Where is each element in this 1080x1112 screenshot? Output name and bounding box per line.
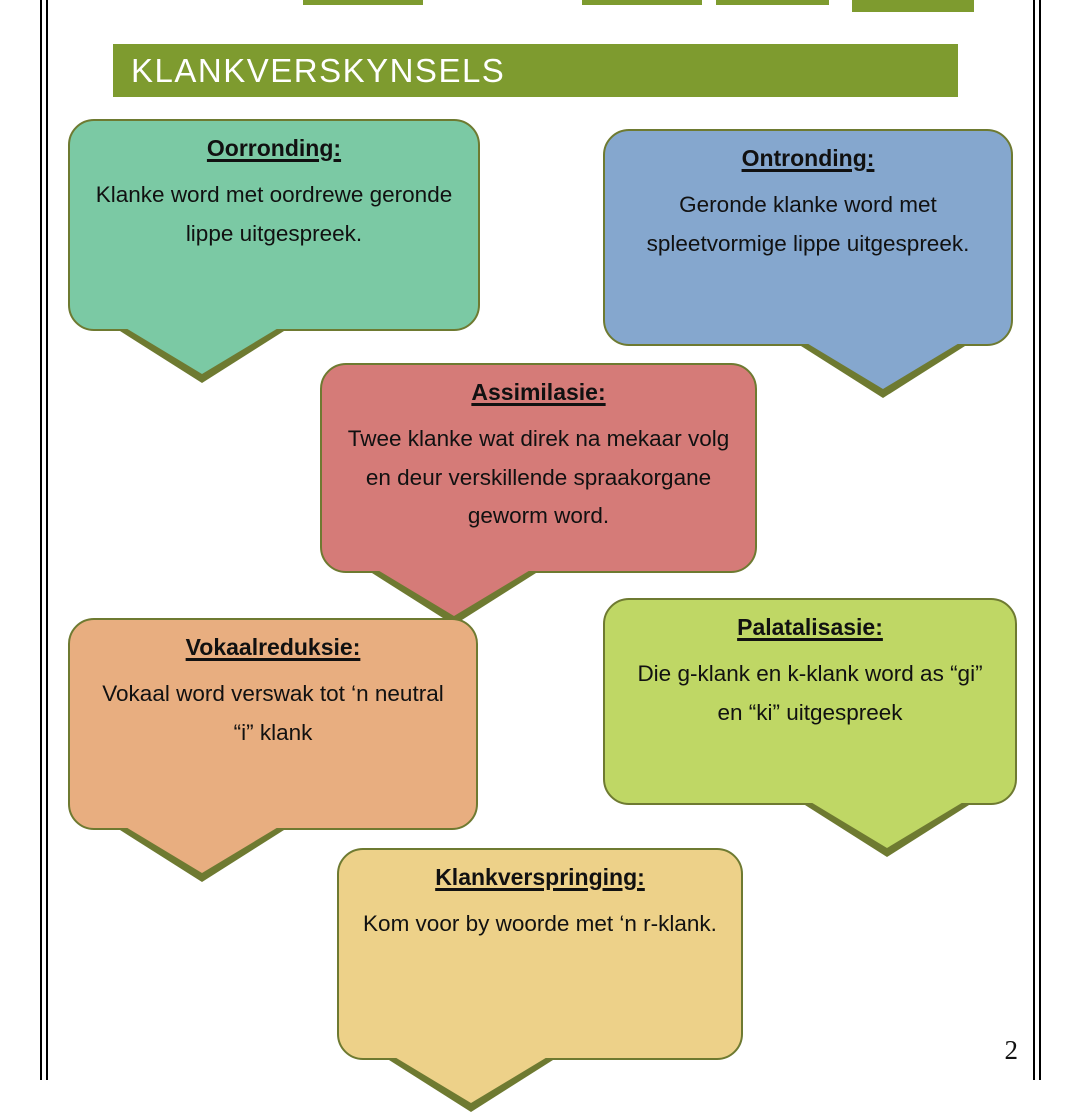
tab-stub-4[interactable] [852, 0, 974, 12]
bubble-tail-ontronding [805, 342, 961, 389]
bubble-tail-palatalisasie [809, 801, 965, 848]
bubble-tail-oorronding [124, 327, 280, 374]
page-border-left-outer [40, 0, 42, 1080]
speech-bubble-vokaalreduksie [68, 618, 478, 830]
bubble-body-assimilasie: Twee klanke wat direk na mekaar volg en deur verskillende spraakorgane geworm word. [347, 426, 730, 529]
tab-stub-1[interactable] [303, 0, 423, 5]
bubble-body-oorronding: Klanke word met oordrewe geronde lippe uitgespreek. [95, 182, 453, 246]
speech-bubble-palatalisasie [603, 598, 1017, 805]
page-border-right-outer [1039, 0, 1041, 1080]
tab-stub-2[interactable] [582, 0, 702, 5]
bubble-body-klankverspringing: Kom voor by woorde met ‘n r-klank. [363, 911, 717, 936]
tab-stub-3[interactable] [716, 0, 829, 5]
bubble-title-vokaalreduksie: Vokaalreduksie: [185, 634, 361, 660]
top-tab-strip [0, 0, 1080, 12]
page-number: 2 [1004, 1035, 1018, 1065]
speech-bubble-oorronding [68, 119, 480, 331]
bubble-title-ontronding: Ontronding: [741, 145, 875, 171]
bubble-title-klankverspringing: Klankverspringing: [435, 864, 645, 890]
speech-bubble-assimilasie [320, 363, 757, 573]
section-title-bar [113, 44, 958, 97]
bubble-body-ontronding: Geronde klanke word met spleetvormige lippe uitgespreek. [646, 192, 970, 256]
bubble-body-palatalisasie: Die g-klank en k-klank word as “gi” en “ki” uitgespreek [637, 661, 983, 725]
page-border-right-inner [1033, 0, 1035, 1080]
bubble-title-assimilasie: Assimilasie: [471, 379, 606, 405]
bubble-title-palatalisasie: Palatalisasie: [737, 614, 883, 640]
speech-bubble-ontronding [603, 129, 1013, 346]
bubble-tail-vokaalreduksie [124, 826, 280, 873]
page-title: KLANKVERSKYNSELS [131, 51, 506, 89]
page-border-left-inner [46, 0, 48, 1080]
bubble-title-oorronding: Oorronding: [206, 135, 342, 161]
speech-bubble-klankverspringing [337, 848, 743, 1060]
bubble-tail-assimilasie [376, 569, 532, 616]
bubble-body-vokaalreduksie: Vokaal word verswak tot ‘n neutral “i” klank [102, 681, 444, 745]
